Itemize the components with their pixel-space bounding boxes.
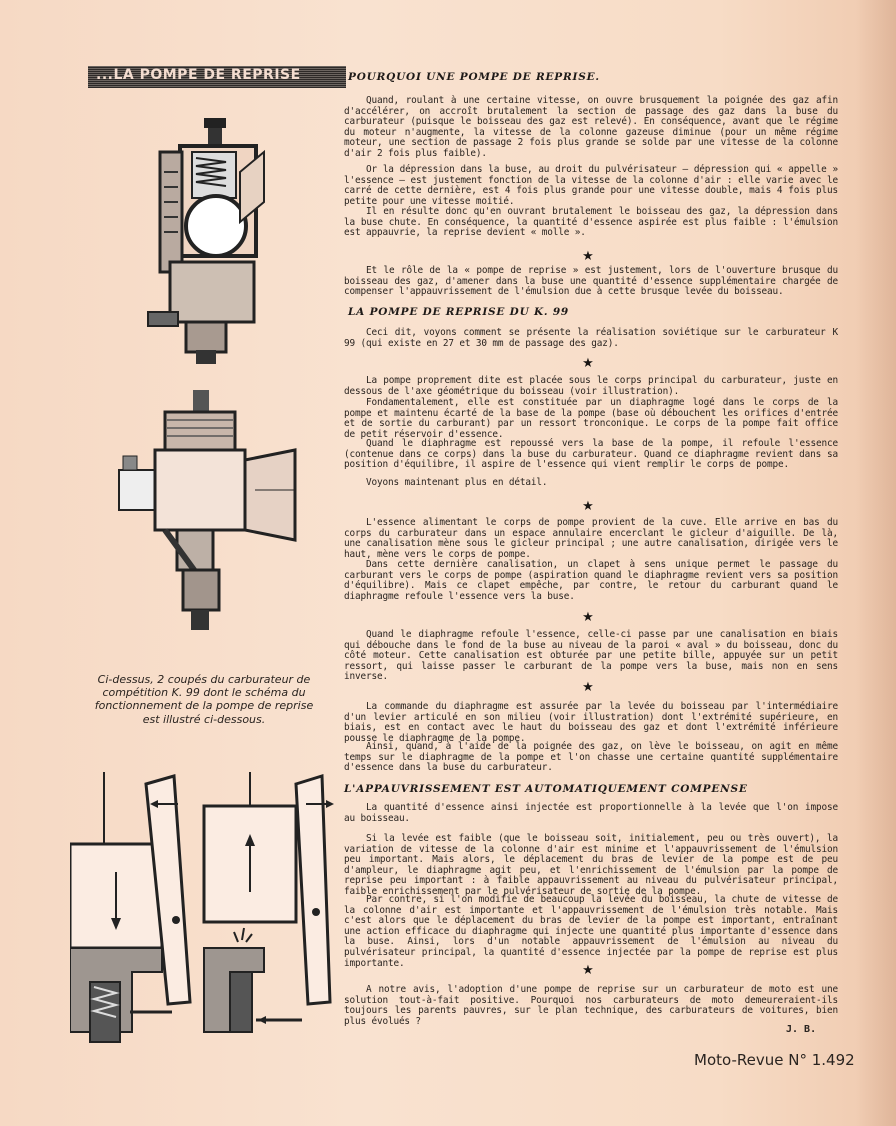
paragraph-2: Or la dépression dans la buse, au droit du pulvérisateur — dépression qui « appelle » l'essence — est justement fonction de la vitesse de la colonne d'air : elle varie avec le carré de cette dernière, est 4 fois plus grande pour une vitesse double, mais 4 fois plus petite pour une vitesse moitié. xyxy=(344,164,838,207)
separator-star-2: ★ xyxy=(582,356,594,371)
separator-star-5: ★ xyxy=(582,680,594,695)
paragraph-4: Et le rôle de la « pompe de reprise » est justement, lors de l'ouverture brusque du boisseau des gaz, d'amener dans la buse une quantité d'essence supplémentaire chargée de compenser l'appauvrissement de l'émulsion due à cette brusque levée du boisseau. xyxy=(344,265,838,298)
page-edge-shadow xyxy=(856,0,896,1126)
paragraph-15: La quantité d'essence ainsi injectée est proportionnelle à la levée que l'on impose au boisseau. xyxy=(344,802,838,824)
paragraph-12: Quand le diaphragme refoule l'essence, celle-ci passe par une canalisation en biais qui débouche dans le fond de la buse au niveau de la paroi « aval » du boisseau, donc du côté moteur. Cette canalisation est obturée par une petite bille, appuyée sur un petit ressort, qui laisse passer le carburant de la pompe vers la buse, mais non en sens inverse. xyxy=(344,629,838,683)
paragraph-16: Si la levée est faible (que le boisseau soit, initialement, peu ou très ouvert), la variation de vitesse de la colonne d'air est minime et l'appauvrissement de l'émulsion peu important. Mais alors, le déplacement du bras de levier de la pompe est de peu d'ampleur, le diaphragme agit peu, et l'enrichissement de l'émulsion par la pompe de reprise peu important : à faible appauvrissement au niveau du pulvérisateur principal, faible enrichissement par le pulvérisateur de sortie de la pompe. xyxy=(344,833,838,897)
separator-star-4: ★ xyxy=(582,610,594,625)
paragraph-6: La pompe proprement dite est placée sous le corps principal du carburateur, juste en dessous de l'axe géométrique du boisseau (voir illustration). xyxy=(344,375,838,397)
section-banner xyxy=(88,66,346,88)
separator-star-3: ★ xyxy=(582,499,594,514)
paragraph-11: Dans cette dernière canalisation, un clapet à sens unique permet le passage du carburant vers le corps de pompe (aspiration quand le diaphragme revient vers sa position d'équilibre). Mais ce clapet empêche, par contre, le retour du carburant quand le diaphragme refoule l'essence vers la buse. xyxy=(344,559,838,602)
paragraph-18: A notre avis, l'adoption d'une pompe de reprise sur un carburateur de moto est une solution tout-à-fait positive. Pourquoi nos carburateurs de moto demeureraient-ils toujours les parents pauvres, sur le plan technique, des carburateurs de voitures, bien plus évolués ? xyxy=(344,984,838,1027)
paragraph-7: Fondamentalement, elle est constituée par un diaphragme logé dans le corps de la pompe et maintenu écarté de la base de la pompe (base où débouchent les orifices d'entrée et de sortie du carburant) par un ressort tronconique. Le corps de la pompe fait office de petit réservoir d'essence. xyxy=(344,397,838,440)
paragraph-10: L'essence alimentant le corps de pompe provient de la cuve. Elle arrive en bas du corps du carburateur dans un espace annulaire encerclant le gicleur d'aiguille. De là, une canalisation mène sous le gicleur principal ; une autre canalisation, dirigée vers le haut, mène vers le corps de pompe. xyxy=(344,517,838,560)
paragraph-5: Ceci dit, voyons comment se présente la réalisation soviétique sur le carburateur K 99 (qui existe en 27 et 30 mm de passage des gaz). xyxy=(344,327,838,349)
heading-why-pump: POURQUOI UNE POMPE DE REPRISE. xyxy=(348,71,600,83)
heading-k99-pump: LA POMPE DE REPRISE DU K. 99 xyxy=(348,306,570,318)
paragraph-3: Il en résulte donc qu'en ouvrant brutalement le boisseau des gaz, la dépression dans la buse chute. En conséquence, la quantité d'essence aspirée est plus faible : l'émulsion est appauvrie, la reprise devient « molle ». xyxy=(344,206,838,239)
author-signature: J. B. xyxy=(786,1024,817,1035)
footer-magazine-issue: Moto-Revue N° 1.492 xyxy=(694,1051,855,1069)
carburetor-exterior-illustration xyxy=(115,390,300,635)
separator-star-1: ★ xyxy=(582,249,594,264)
heading-compensation: L'APPAUVRISSEMENT EST AUTOMATIQUEMENT COMPENSE xyxy=(344,783,748,795)
paragraph-8: Quand le diaphragme est repoussé vers la base de la pompe, il refoule l'essence (contenue dans ce corps) dans la buse du carburateur. Quand ce diaphragme revient dans sa position d'équilibre, il aspire de l'essence qui vient remplir le corps de pompe. xyxy=(344,438,838,471)
carburetor-cutaway-illustration xyxy=(140,112,270,367)
paragraph-9: Voyons maintenant plus en détail. xyxy=(366,477,548,488)
paragraph-1: Quand, roulant à une certaine vitesse, on ouvre brusquement la poignée des gaz afin d'accélérer, on accroît brutalement la section de passage des gaz dans la buse du carburateur (puisque le boisseau des gaz est relevé). En conséquence, avant que le régime du moteur n'augmente, la vitesse de la colonne gazeuse diminue (pour un même régime moteur, une section de passage 2 fois plus grande se solde par une vitesse de la colonne d'air 2 fois plus faible). xyxy=(344,95,838,159)
pump-operation-diagrams xyxy=(70,772,340,1062)
paragraph-14: Ainsi, quand, à l'aide de la poignée des gaz, on lève le boisseau, on agit en même temps sur le diaphragme de la pompe et l'on chasse une certaine quantité supplémentaire d'essence dans la buse du carburateur. xyxy=(344,741,838,774)
section-banner-title: ...LA POMPE DE REPRISE xyxy=(96,67,301,83)
figure-caption: Ci-dessus, 2 coupés du carburateur de compétition K. 99 dont le schéma du fonctionnement de la pompe de reprise est illustré ci-dessous. xyxy=(94,673,314,726)
paragraph-13: La commande du diaphragme est assurée par la levée du boisseau par l'intermédiaire d'un levier articulé en son milieu (voir illustration) dont l'extrémité supérieure, en biais, est en contact avec le haut du boisseau des gaz et dont l'extrémité inférieure pousse le diaphragme de la pompe. xyxy=(344,701,838,744)
separator-star-6: ★ xyxy=(582,963,594,978)
paragraph-17: Par contre, si l'on modifie de beaucoup la levée du boisseau, la chute de vitesse de la colonne d'air est importante et l'appauvrissement de l'émulsion très notable. Mais c'est alors que le déplacement du bras de levier de la pompe est important, entraînant une action efficace du diaphragme qui injecte une quantité plus importante d'essence dans la buse. Ainsi, lors d'un notable appauvrissement de l'émulsion au niveau du pulvérisateur principal, la quantité d'essence injectée par la pompe de reprise est plus importante. xyxy=(344,894,838,969)
